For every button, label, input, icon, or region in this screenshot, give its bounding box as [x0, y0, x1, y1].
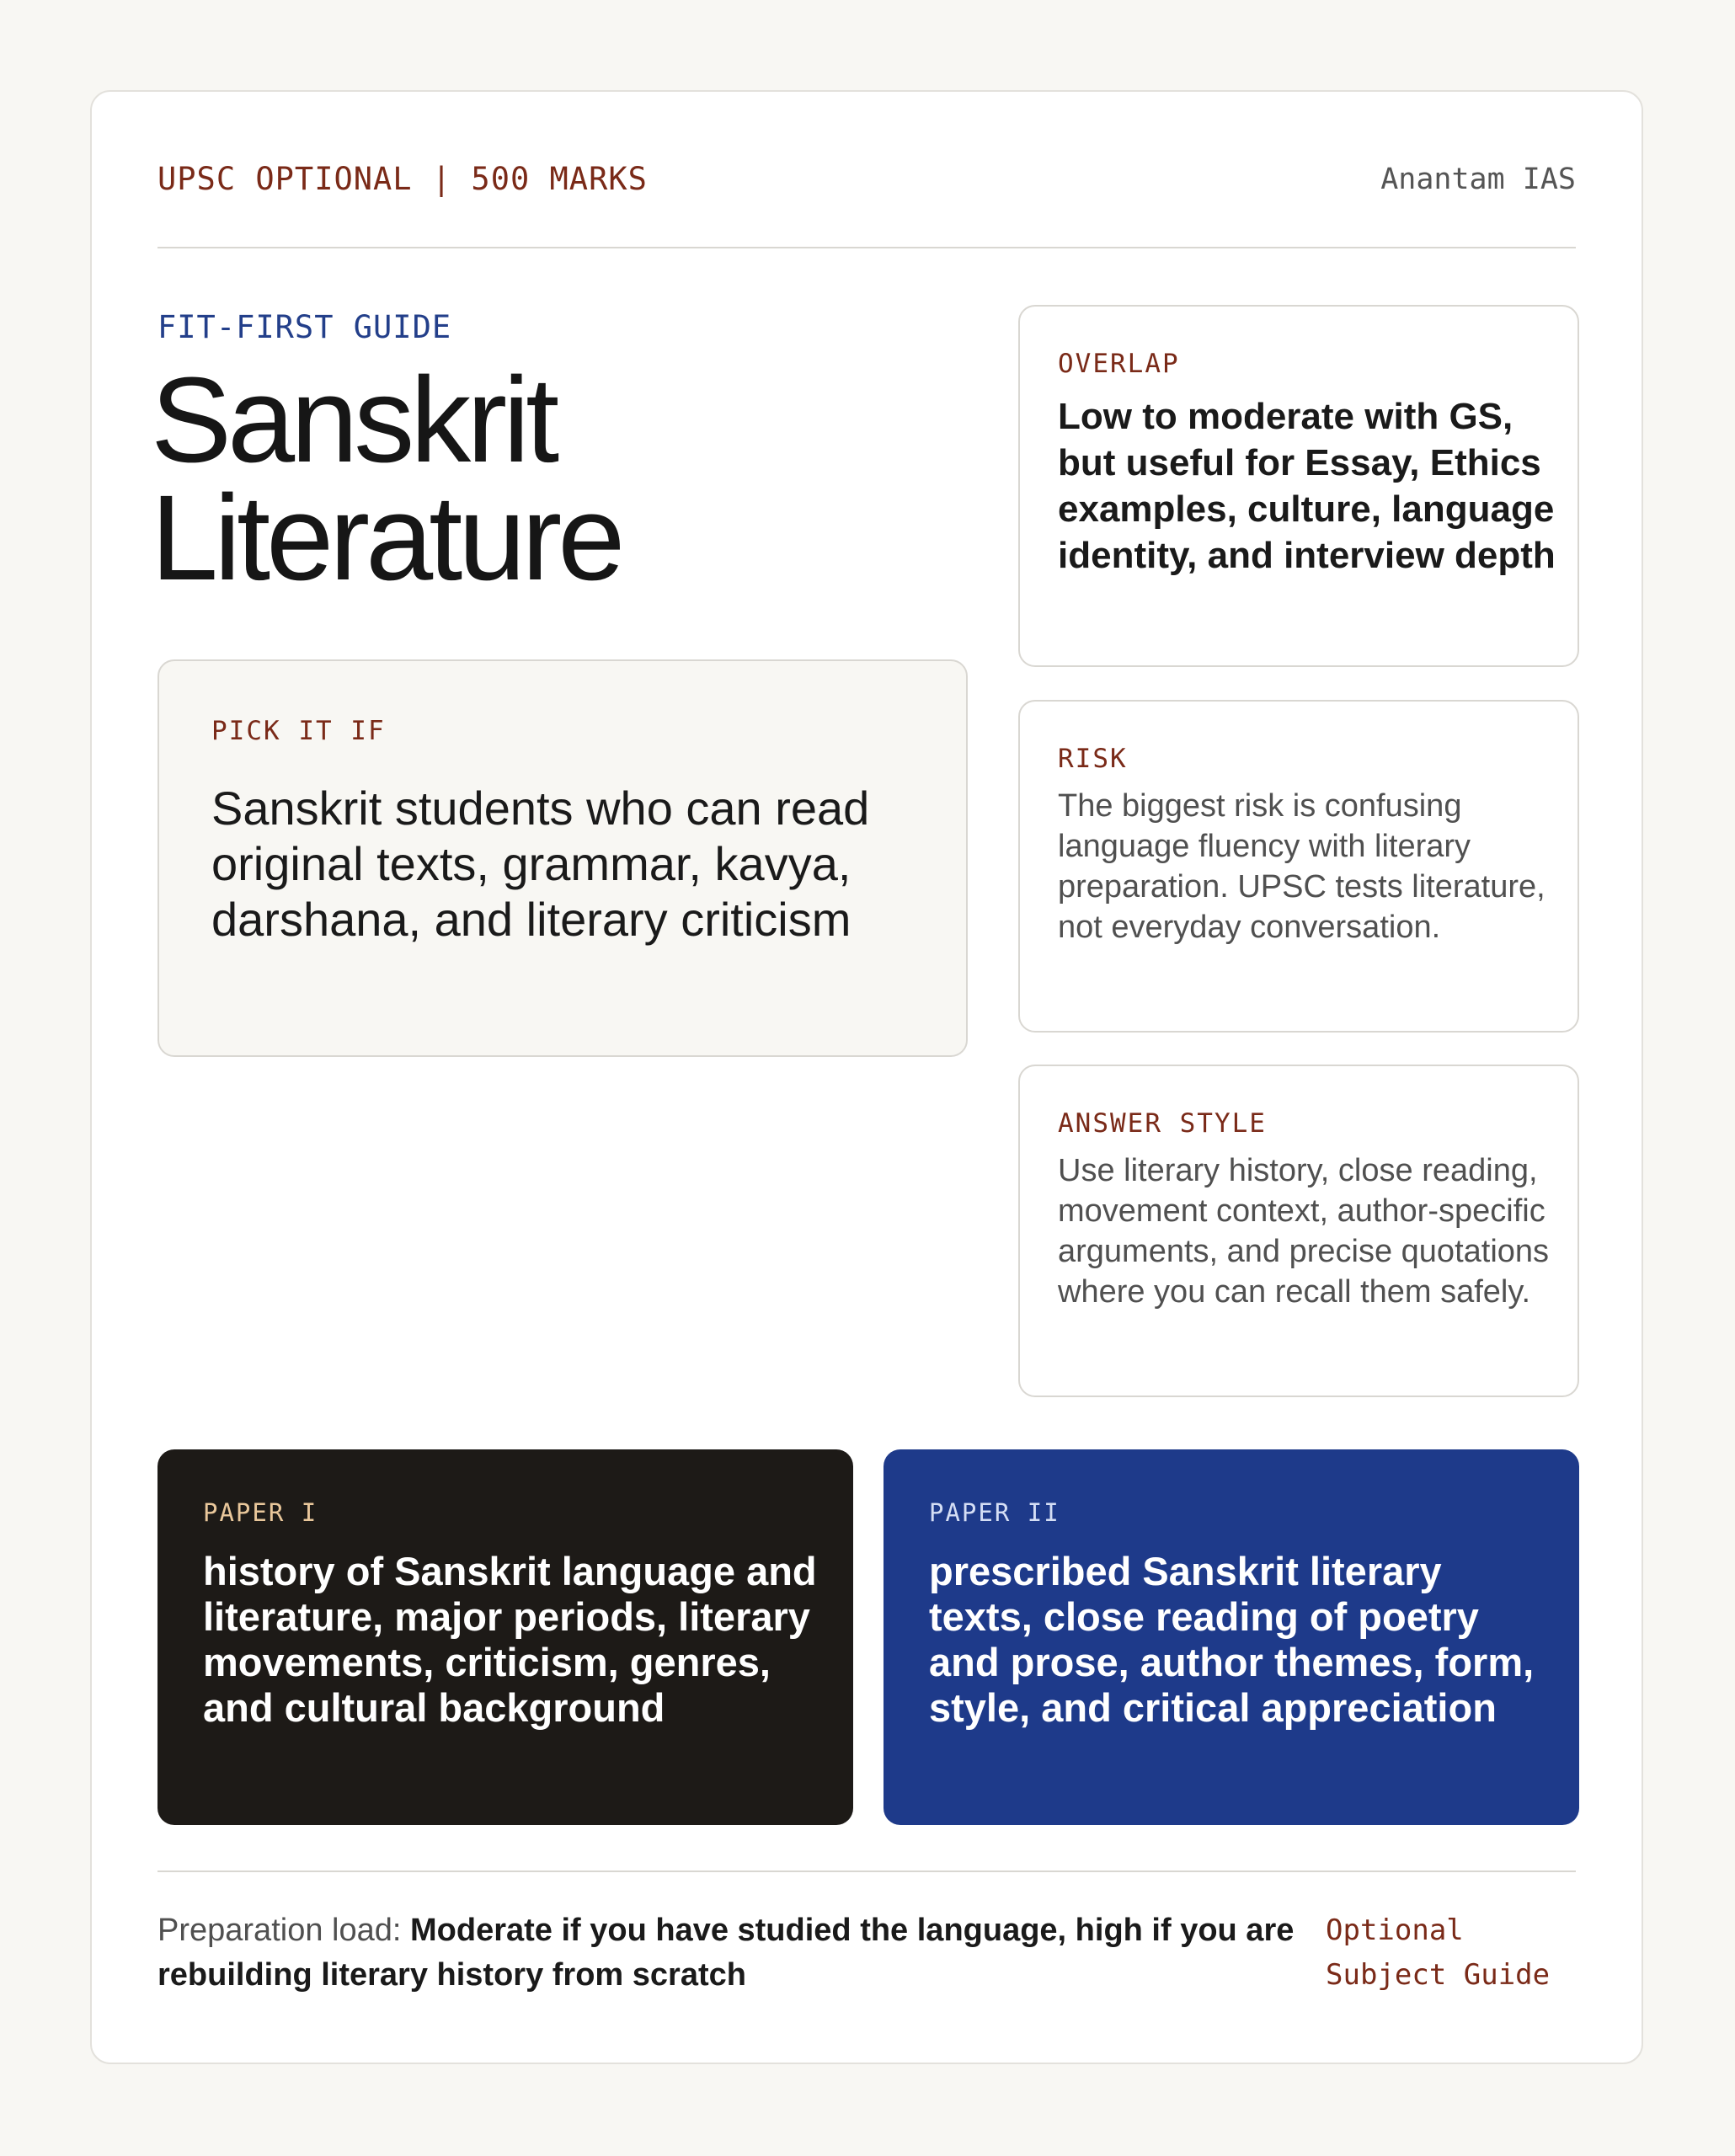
- pick-it-if-label: PICK IT IF: [211, 716, 386, 746]
- overlap-label: OVERLAP: [1058, 349, 1180, 379]
- paper-2-label: PAPER II: [929, 1498, 1060, 1527]
- paper-1-label: PAPER I: [203, 1498, 318, 1527]
- risk-label: RISK: [1058, 744, 1128, 774]
- paper-2-panel: [884, 1449, 1579, 1825]
- footer-divider: [157, 1870, 1576, 1872]
- answer-style-text: Use literary history, close reading, movement context, author-specific arguments, and precise quotations where you can recall them safely.: [1058, 1153, 1550, 1310]
- title-line-2: Literature: [151, 470, 622, 606]
- risk-text: The biggest risk is confusing language fluency with literary preparation. UPSC tests literature, not everyday conversation.: [1058, 788, 1545, 945]
- page-title: [151, 352, 622, 606]
- header-divider: [157, 247, 1576, 248]
- preparation-load-label: Preparation load:: [157, 1913, 402, 1948]
- header-kicker: UPSC OPTIONAL | 500 MARKS: [157, 161, 648, 197]
- overlap-text: Low to moderate with GS, but useful for Essay, Ethics examples, culture, language identity, and interview depth: [1058, 396, 1556, 576]
- risk-panel: [1018, 700, 1579, 1033]
- preparation-load: [157, 1908, 1320, 1998]
- brand-name: Anantam IAS: [1380, 163, 1576, 196]
- paper-2-text: prescribed Sanskrit literary texts, close reading of poetry and prose, author themes, form, style, and critical appreciation: [929, 1549, 1535, 1730]
- pick-it-if-panel: [157, 659, 968, 1057]
- title-line-1: Sanskrit: [151, 352, 556, 488]
- footer-tag-line-2: Subject Guide: [1326, 1958, 1551, 1992]
- preparation-load-value: Moderate if you have studied the language, high if you are rebuilding literary history from scratch: [157, 1913, 1295, 1993]
- guide-card: [90, 90, 1643, 2064]
- answer-style-panel: [1018, 1065, 1579, 1397]
- paper-1-panel: [157, 1449, 853, 1825]
- footer-tag-line-1: Optional: [1326, 1913, 1464, 1947]
- guide-eyebrow: FIT-FIRST GUIDE: [157, 309, 452, 345]
- overlap-panel: [1018, 305, 1579, 667]
- paper-1-text: history of Sanskrit language and literature, major periods, literary movements, criticism, genres, and cultural background: [203, 1549, 817, 1730]
- footer-tag: [1326, 1908, 1550, 1998]
- pick-it-if-text: Sanskrit students who can read original texts, grammar, kavya, darshana, and literary criticism: [211, 782, 870, 946]
- answer-style-label: ANSWER STYLE: [1058, 1108, 1267, 1139]
